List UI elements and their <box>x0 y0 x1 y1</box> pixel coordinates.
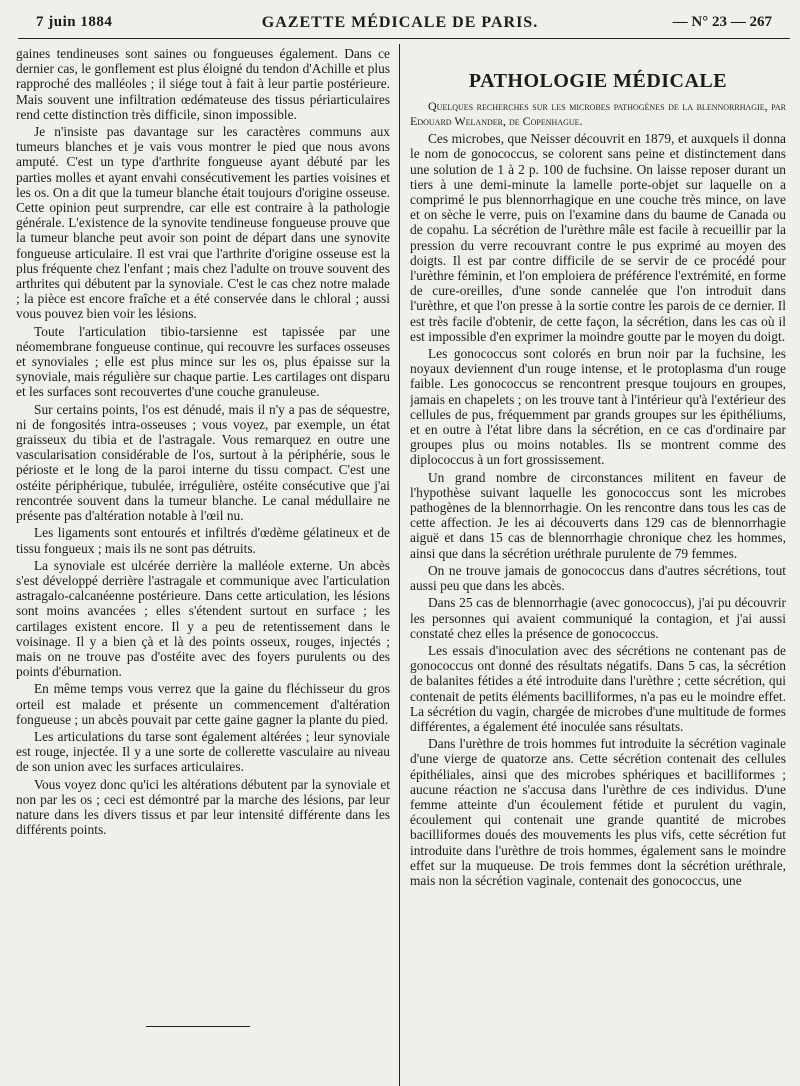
paragraph: Ces microbes, que Neisser découvrit en 1879, et auxquels il donna le nom de gonococcus, se colorent sans peine et distinctement dans une solution de 1 à 2 p. 100 de fuchsine. On laisse reposer durant un tiers à une demi-minute la lamelle porte-objet sur laquelle on a comprimé le pus blennorrhagique en une couche très mince, on lave et on sèche le verre, puis on l'examine dans du baume de Canada ou de copahu. La sécrétion de l'urèthre mâle est facile à recueillir par la pression du verre recouvrant contre le pus exprimé au moyen des doigts. Il est par contre difficile de se servir de ce procédé pour l'urèthre féminin, et l'on emploiera de préférence l'extrémité, en forme de cure-oreilles, d'une sonde cannelée que l'on introduit dans l'urèthre, et que l'on presse à la sortie contre les parois de ce dernier. Il est très facile d'obtenir, de cette façon, la sécrétion, dans les cas où il est impossible d'en exprimer la moindre goutte par le moyen du doigt. <box>410 131 786 344</box>
issue-date: 7 juin 1884 <box>36 14 113 30</box>
paragraph: Toute l'articulation tibio-tarsienne est tapissée par une néomembrane fongueuse continue, qui recouvre les surfaces osseuses et synoviales ; elle est plus mince sur les os, plus épaisse sur la synoviale, mais régulière sur chaque partie. Les cartilages ont disparu et les surfaces sont recouvertes d'une couche granuleuse. <box>16 323 390 400</box>
paragraph: On ne trouve jamais de gonococcus dans d'autres sécrétions, tout aussi peu que dans les abcès. <box>410 562 786 594</box>
paragraph: Les articulations du tarse sont également altérées ; leur synoviale est rouge, injectée. Il y a une sorte de collerette vasculaire au niveau de son union avec les surfaces articulaires. <box>16 728 390 775</box>
paragraph: gaines tendineuses sont saines ou fongueuses également. Dans ce dernier cas, le gonflement est plus éloigné du tendon d'Achille et plus rapproché des malléoles ; il siége tout à fait à leur partie postérieure. Mais souvent une infiltration œdémateuse des tissus périarticulaires rend cette distinction très difficile, sinon impossible. <box>16 46 390 122</box>
right-column <box>410 46 786 1086</box>
column-divider <box>399 44 400 1086</box>
end-rule <box>146 1026 250 1027</box>
header-rule <box>18 38 790 39</box>
section-title: PATHOLOGIE MÉDICALE <box>468 70 728 92</box>
paragraph: En même temps vous verrez que la gaine du fléchisseur du gros orteil est malade et présente un commencement d'altération fongueuse ; un abcès pouvait par cette gaine gagner la plante du pied. <box>16 681 390 727</box>
page-header <box>0 0 800 40</box>
journal-title: GAZETTE MÉDICALE DE PARIS. <box>261 14 539 31</box>
paragraph: Je n'insiste pas davantage sur les caractères communs aux tumeurs blanches et je vais vous montrer le pied que nous avons amputé. C'est un type d'arthrite fongueuse ayant débuté par les parties molles et ayant envahi consécutivement les parties voisines et les os. On a dit que la tumeur blanche était toujours d'origine osseuse. Cette opinion peut surprendre, car elle est contraire à la pathologie générale. L'existence de la synovite tendineuse fongueuse prouve que la tumeur blanche peut avoir son point de départ dans une synovite fongueuse articulaire. Il est vrai que l'arthrite d'origine osseuse est la plus fréquente chez l'enfant ; mais chez l'adulte on trouve souvent des arthrites qui débutent par la synoviale. C'est le cas chez notre malade ; la pièce est encore fraîche et a été conservée dans le chloral ; aussi vous pouvez bien voir les lésions. <box>16 124 390 322</box>
paragraph: Dans l'urèthre de trois hommes fut introduite la sécrétion vaginale d'une vierge de quatorze ans. Cette sécrétion contenait des cellules épithéliales, ainsi que des microbes sphériques et bacilliformes ; aucune réaction ne s'accusa dans l'urèthre de ces individus. D'une femme atteinte d'un écoulement fétide et purulent du vagin, écoulement qui contenait une grande quantité de microbes bacilliformes doués des mouvements les plus vifs, cette sécrétion fut introduite dans l'urèthre de trois hommes, également sans le moindre effet sur la muqueuse. De trois femmes dont la sécrétion uréthrale, mais non la sécrétion vaginale, contenait des gonococcus, une <box>410 736 786 888</box>
article-subtitle: Quelques recherches sur les microbes pathogènes de la blennorrhagie, par Edouard Welander, de Copenhague. <box>410 99 786 129</box>
paragraph: Un grand nombre de circonstances militent en faveur de l'hypothèse suivant laquelle les gonococcus sont les microbes pathogènes de la blennorrhagie. On les rencontre dans tous les cas de cette affection. Je les ai découverts dans 129 cas de blennorrhagie aiguë et dans 15 cas de blennorrhagie chronique chez les hommes, ainsi que dans la sécrétion uréthrale purulente de 79 femmes. <box>410 469 786 561</box>
paragraph: La synoviale est ulcérée derrière la malléole externe. Un abcès s'est développé derrière l'astragale et communique avec l'articulation astragalo-calcanéenne postérieure. Dans cette articulation, les lésions sont moins avancées ; elles s'étendent surtout en surface ; les cartilages existent encore. Il y a peu de retentissement dans le voisinage. Il y a bien çà et là des points osseux, rouges, injectés ; mais on ne trouve pas d'ostéite avec des foyers purulents ou des points d'éburnation. <box>16 557 390 680</box>
paragraph: Dans 25 cas de blennorrhagie (avec gonococcus), j'ai pu découvrir les personnes qui avaient communiqué la contagion, et j'ai aussi constaté chez elles la présence de gonococcus. <box>410 595 786 641</box>
paragraph: Les gonococcus sont colorés en brun noir par la fuchsine, les noyaux deviennent d'un rouge intense, et le protoplasma d'un rouge faible. Les gonococcus se rencontrent presque toujours en groupes, jamais en chapelets ; on les trouve tant à l'intérieur qu'à l'extérieur des cellules de pus, fréquemment par grands groupes sur les épithéliums, et en outre à l'état libre dans la sécrétion, en ce cas d'ordinaire par groupes plus ou moins notables. Ils se montrent comme des diplococcus à un fort grossissement. <box>410 346 786 468</box>
paragraph: Vous voyez donc qu'ici les altérations débutent par la synoviale et non par les os ; ceci est démontré par la marche des lésions, par leur nature dans les divers tissus et par leur intensité différente dans les différents points. <box>16 776 390 838</box>
paragraph: Les essais d'inoculation avec des sécrétions ne contenant pas de gonococcus ont donné des résultats négatifs. Dans 5 cas, la sécrétion de balanites fétides a été introduite dans l'urèthre ; cette sécrétion, qui contenait de petits éléments bacilliformes, n'a pas eu le moindre effet. La sécrétion du vagin, chargée de microbes d'une multitude de formes différentes, a également été inoculée sans résultats. <box>410 642 786 734</box>
paragraph: Sur certains points, l'os est dénudé, mais il n'y a pas de séquestre, ni de fongosités intra-osseuses ; vous voyez, par exemple, un état graisseux du tibia et de l'astragale. Vous remarquez en outre une vascularisation considérable de l'os, surtout à la périphérie, sous le périoste et le long de la paroi interne du tissu compact. C'est une ostéite périphérique, tubulée, irrégulière, ostéite consécutive que j'ai rencontrée souvent dans la tumeur blanche. Le canal médullaire ne présente pas d'altération notable à l'œil nu. <box>16 401 390 524</box>
paragraph: Les ligaments sont entourés et infiltrés d'œdème gélatineux et de tissu fongueux ; mais ils ne sont pas détruits. <box>16 525 390 556</box>
left-column <box>16 46 390 1086</box>
page-number: — N° 23 — 267 <box>672 14 772 30</box>
